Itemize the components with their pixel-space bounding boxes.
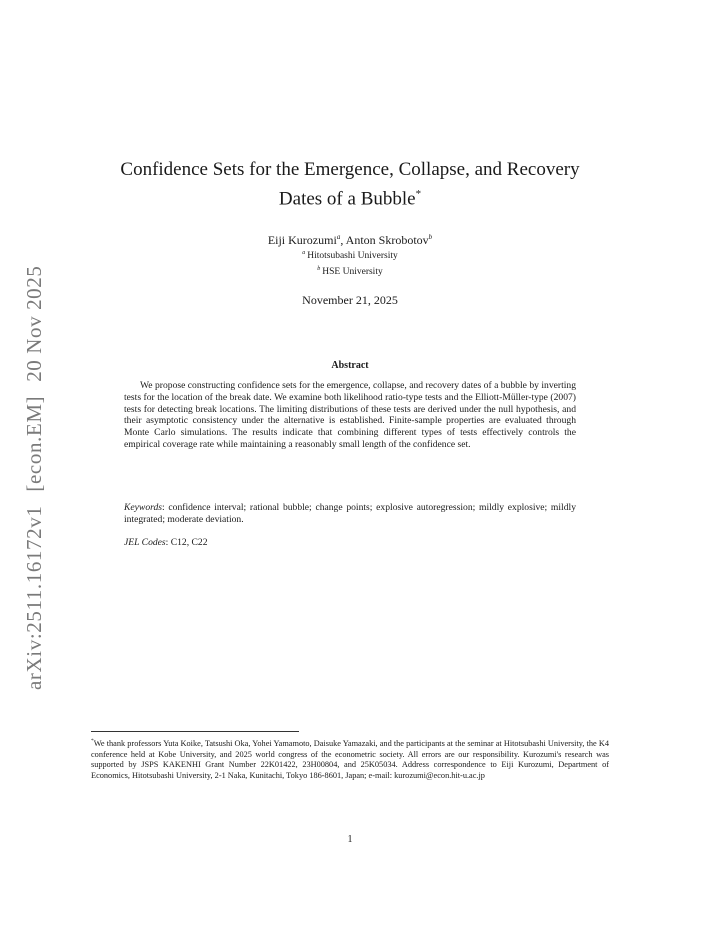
affiliation-a — [90, 247, 610, 263]
keywords — [124, 502, 576, 526]
title-line-2-text: Dates of a Bubble — [278, 188, 416, 210]
author-1-mark: a — [336, 233, 341, 241]
jel-label: JEL Codes — [124, 537, 166, 548]
jel-text: : C12, C22 — [165, 537, 208, 548]
author-separator: , — [340, 233, 346, 247]
author-2: Anton Skrobotov — [345, 233, 429, 247]
page-number: 1 — [347, 834, 353, 845]
footnote — [91, 736, 609, 782]
affiliation-b-name: HSE University — [322, 267, 383, 278]
footnote-text: We thank professors Yuta Koike, Tatsushi Oka, Yohei Yamamoto, Daisuke Yamazaki, and the participants at the seminar at Hitotsubashi University, the K4 conference held at Kobe University, and 2025 world congress of the econometric society. All errors are our responsibility. Kurozumi's research was supported by JSPS KAKENHI Grant Number 22K01422, 23H00804, and 25K05034. Address correspondence to Eiji Kurozumi, Department of Economics, Hitotsubashi University, 2-1 Naka, Kunitachi, Tokyo 186-8601, Japan; e-mail: kurozumi@econ.hit-u.ac.jp — [91, 738, 609, 781]
title-line-2 — [90, 182, 610, 211]
affiliation-a-name: Hitotsubashi University — [307, 251, 398, 262]
affiliation-b — [90, 263, 610, 279]
arxiv-stamp — [22, 266, 47, 690]
author-2-mark: b — [428, 233, 433, 241]
title-footnote-mark: * — [415, 188, 422, 200]
title-line-1: Confidence Sets for the Emergence, Collapse, and Recovery — [120, 159, 580, 180]
abstract-body: We propose constructing confidence sets for the emergence, collapse, and recovery dates of a bubble by inverting tests for the location of the break date. We examine both likelihood ratio-type tests and the Elliott-Müller-type (2007) tests for detecting break locations. The limiting distributions of these tests are derived under the null hypothesis, and their asymptotic consistency under the alternative is established. Finite-sample properties are evaluated through Monte Carlo simulations. The results indicate that combining different types of tests effectively controls the empirical coverage rate while maintaining a reasonably small length of the confidence set. — [124, 380, 576, 450]
affiliation-a-mark: a — [302, 250, 306, 256]
affiliation-b-mark: b — [317, 266, 321, 272]
footnote-rule — [91, 731, 299, 732]
author-1: Eiji Kurozumi — [267, 233, 337, 247]
keywords-label: Keywords — [124, 502, 163, 513]
arxiv-category: [econ.EM] — [22, 395, 46, 492]
arxiv-date: 20 Nov 2025 — [22, 265, 46, 382]
footnote-mark: * — [91, 738, 94, 744]
paper-title — [90, 158, 610, 211]
author-list — [90, 229, 610, 248]
arxiv-id: arXiv:2511.16172v1 — [22, 505, 46, 690]
abstract-heading: Abstract — [331, 360, 369, 371]
keywords-text: : confidence interval; rational bubble; change points; explosive autoregression; mildly explosive; mildly integrated; moderate deviation. — [124, 502, 576, 525]
jel-codes — [124, 537, 576, 549]
paper-date: November 21, 2025 — [302, 293, 398, 307]
